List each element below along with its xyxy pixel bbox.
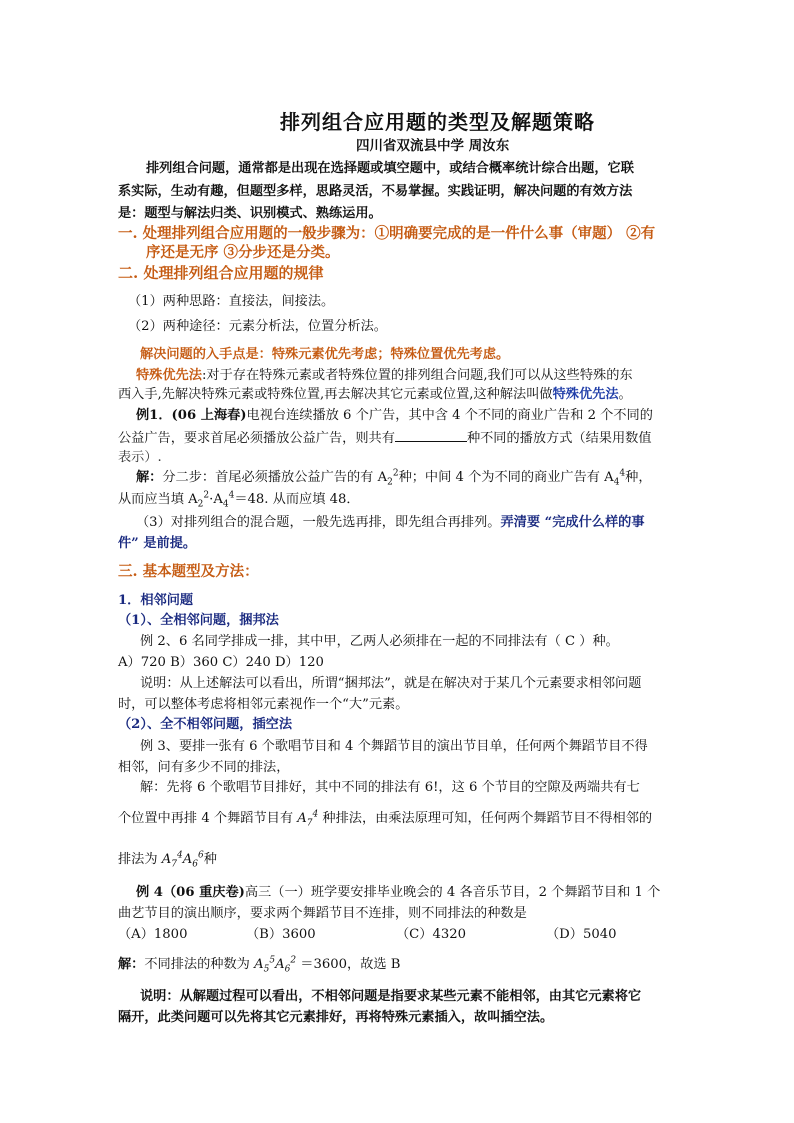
subsection-1: 1．相邻问题 (118, 593, 194, 608)
solution-1-line-1: 解：分二步：首尾必须播放公益广告的有 $A_2^2$种；中间 4 个为不同的商业广告有 $A_4^4$种， (136, 468, 652, 488)
answer-blank (395, 429, 467, 442)
solution-4: 解：不同排法的种数为 $A_5^5A_6^2 =3600$，故选 B (118, 955, 401, 975)
example-1-line-2: 公益广告，要求首尾必须播放公益广告，则共有 种不同的播放方式（结果用数值 (118, 431, 652, 446)
example-4-line-1: 例 4（06 重庆卷)高三（一）班学要安排毕业晚会的 4 各音乐节目，2 个舞蹈节目和 1 个 (136, 885, 661, 900)
rule-1: （1）两种思路：直接法，间接法。 (128, 294, 335, 309)
section-1-heading-cont: 序还是无序 ③分步还是分类。 (146, 244, 340, 261)
example-2-note-1: 说明：从上述解法可以看出，所谓“捆邦法”，就是在解决对于某几个元素要求相邻问题 (140, 676, 642, 691)
section-1-heading: 一. 处理排列组合应用题的一般步骤为：①明确要完成的是一件什么事（审题） ②有 (118, 225, 656, 242)
special-line-1: 特殊优先法:对于存在特殊元素或者特殊位置的排列组合问题,我们可以从这些特殊的东 (136, 368, 633, 383)
intro-line-2: 系实际，生动有趣，但题型多样，思路灵活，不易掌握。实践证明，解决问题的有效方法 (118, 184, 633, 199)
solution-1-line-2: 从而应当填 $A_2^2\cdot A_4^4=48$. 从而应填 48． (118, 490, 360, 510)
example-1-line-1: 例1．(06 上海春)电视台连续播放 6 个广告，其中含 4 个不同的商业广告和 2 个不同的 (136, 408, 653, 423)
example-2-options: A）720 B）360 C）240 D）120 (118, 655, 324, 670)
rule-3-line-2: 件” 是前提。 (118, 536, 197, 551)
rule-2: （2）两种途径：元素分析法，位置分析法。 (128, 319, 387, 334)
note-4-line-2: 隔开，此类问题可以先将其它元素排好，再将特殊元素插入，故叫插空法。 (118, 1010, 554, 1025)
intro-line-3: 是：题型与解法归类、识别模式、熟练运用。 (118, 206, 382, 221)
example-2-note-2: 时，可以整体考虑将相邻元素视作一个“大”元素。 (118, 697, 409, 712)
note-4-line-1: 说明：从解题过程可以看出，不相邻问题是指要求某些元素不能相邻，由其它元素将它 (140, 989, 642, 1004)
example-4-line-2: 曲艺节目的演出顺序，要求两个舞蹈节目不连排，则不同排法的种数是 (118, 906, 527, 921)
example-1-line-3: 表示）. (118, 450, 162, 465)
solution-3-line-3: 排法为 $A_7^4A_6^6$种 (118, 850, 217, 870)
special-line-2: 西入手,先解决特殊元素或特殊位置,再去解决其它元素或位置,这种解法叫做特殊优先法。 (118, 387, 632, 402)
intro-line-1: 排列组合问题，通常都是出现在选择题或填空题中，或结合概率统计综合出题，它联 (146, 161, 634, 176)
page-title: 排列组合应用题的类型及解题策略 (280, 110, 595, 134)
rule-3-line-1: （3）对排列组合的混合题，一般先选再排，即先组合再排列。弄清要 “完成什么样的事 (136, 515, 645, 530)
example-2: 例 2、6 名同学排成一排，其中甲，乙两人必须排在一起的不同排法有（ C ）种。 (140, 634, 619, 649)
example-3-line-1: 例 3、要排一张有 6 个歌唱节目和 4 个舞蹈节目的演出节目单，任何两个舞蹈节目不得 (140, 739, 648, 754)
example-3-line-2: 相邻，问有多少不同的排法， (118, 760, 290, 775)
entry-point: 解决问题的入手点是：特殊元素优先考虑；特殊位置优先考虑。 (140, 347, 510, 362)
document-page: 排列组合应用题的类型及解题策略 四川省双流县中学 周汝东 排列组合问题，通常都是出现在选择题或填空题中，或结合概率统计综合出题，它联 系实际，生动有趣，但题型多样，思路灵活，不易掌握。实践证明，解决问题的有效方法 是：题型与解法归类、识别模式、熟练运用。 一. 处理排列组合应用题的一般步骤为：①明确要完成的是一件什么事（审题） ②有 序还是无序 ③分步还是分类。 二. 处理排列组合应用题的规律 （1）两种思路：直接法，间接法。 （2）两种途径：元素分析法，位置分析法。 解决问题的入手点是：特殊元素优先考虑；特殊位置优先考虑。 特殊优先法:对于存在特殊元素或者特殊位置的排列组合问题,我们可以从这些特殊的东 西入手,先解决特殊元素或特殊位置,再去解决其它元素或位置,这种解法叫做特殊优先法。 例1．(06 上海春)电视台连续播放 6 个广告，其中含 4 个不同的商业广告和 2 个不同的 公益广告，要求首尾必须播放公益广告，则共有 种不同的播放方式（结果用数值 表示）. 解：分二步：首尾必须播放公益广告的有 $A_2^2$种；中间 4 个为不同的商业广告有 $A_4^4$种， 从而应当填 $A_2^2\cdot A_4^4=48$. 从而应填 48． （3）对排列组合的混合题，一般先选再排，即先组合再排列。弄清要 “完成什么样的事 件” 是前提。 三. 基本题型及方法： 1．相邻问题 （1）、全相邻问题，捆邦法 例 2、6 名同学排成一排，其中甲，乙两人必须排在一起的不同排法有（ C ）种。 A）720 B）360 C）240 D）120 说明：从上述解法可以看出，所谓“捆邦法”，就是在解决对于某几个元素要求相邻问题 时，可以整体考虑将相邻元素视作一个“大”元素。 （2）、全不相邻问题，插空法 例 3、要排一张有 6 个歌唱节目和 4 个舞蹈节目的演出节目单，任何两个舞蹈节目不得 相邻，问有多少不同的排法， 解：先将 6 个歌唱节目排好，其中不同的排法有 6!，这 6 个节目的空隙及两端共有七 个位置中再排 4 个舞蹈节目有 $A_7^4$ 种排法，由乘法原理可知，任何两个舞蹈节目不得相邻的 排法为 $A_7^4A_6^6$种 例 4（06 重庆卷)高三（一）班学要安排毕业晚会的 4 各音乐节目，2 个舞蹈节目和 1 个 曲艺节目的演出顺序，要求两个舞蹈节目不连排，则不同排法的种数是 （A）1800 （B）3600 （C）4320 （D）5040 解：不同排法的种数为 $A_5^5A_6^2 =3600$，故选 B 说明：从解题过程可以看出，不相邻问题是指要求某些元素不能相邻，由其它元素将它 隔开，此类问题可以先将其它元素排好，再将特殊元素插入，故叫插空法。 (0, 0, 794, 1123)
section-2-heading: 二. 处理排列组合应用题的规律 (118, 264, 324, 282)
subsection-1a: （1）、全相邻问题，捆邦法 (118, 613, 279, 628)
author-line: 四川省双流县中学 周汝东 (356, 138, 510, 154)
solution-3-line-2: 个位置中再排 4 个舞蹈节目有 $A_7^4$ 种排法，由乘法原理可知，任何两个舞蹈节目不得相邻的 (118, 809, 653, 829)
solution-3-line-1: 解：先将 6 个歌唱节目排好，其中不同的排法有 6!，这 6 个节目的空隙及两端共有七 (140, 780, 640, 795)
subsection-1b: （2）、全不相邻问题，插空法 (118, 717, 293, 732)
section-3-heading: 三. 基本题型及方法： (118, 563, 259, 580)
